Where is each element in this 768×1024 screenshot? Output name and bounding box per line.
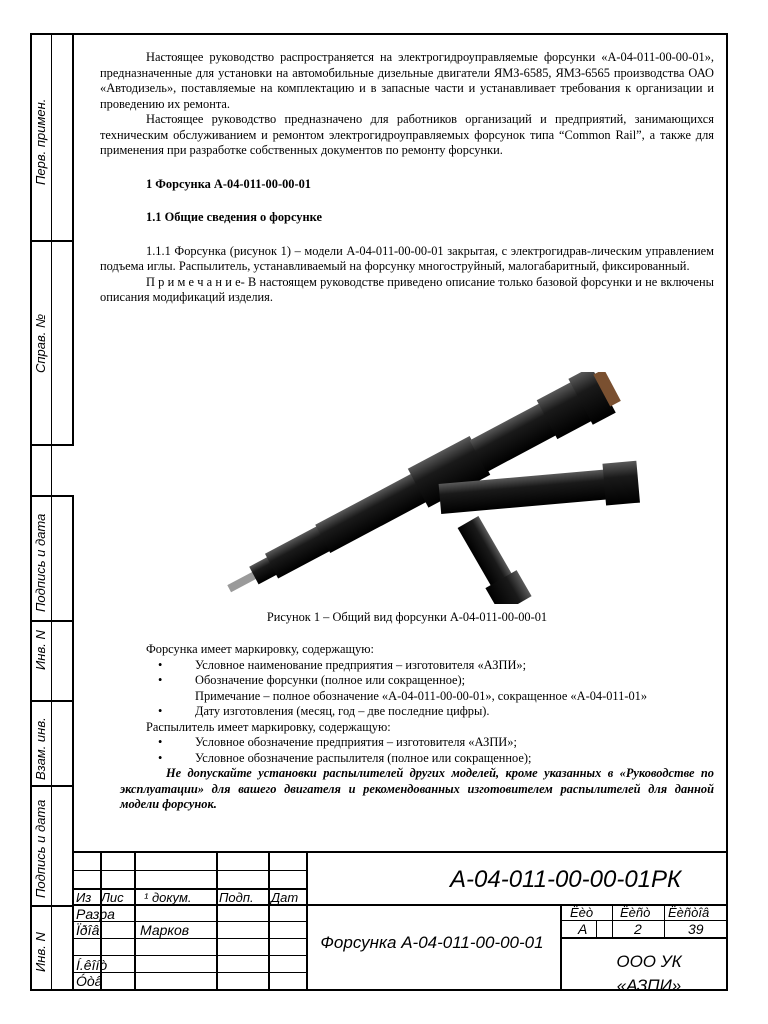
col-data: Дат [271, 890, 299, 905]
title-block-top [74, 851, 728, 853]
divider [30, 620, 74, 622]
divider [30, 240, 74, 242]
marking-list [100, 658, 714, 689]
side-label-inv-n-2: Инв. N [33, 932, 48, 972]
injector-figure [200, 372, 660, 604]
list-item: • Дату изготовления (месяц, год – две последние цифры). [100, 704, 714, 720]
divider [30, 495, 74, 497]
heading-section-1-1: 1.1 Общие сведения о форсунке [146, 210, 322, 224]
sprayer-list [100, 735, 714, 766]
col-ndoc: ¹ докум. [144, 890, 192, 905]
side-stamp-column-upper [52, 33, 74, 444]
document-code: А-04-011-00-00-01РК [450, 866, 682, 893]
divider [30, 700, 74, 702]
row-prov: Ïðîâ [76, 922, 100, 938]
side-stamp-column-lower [52, 495, 74, 991]
document-body [100, 50, 714, 306]
lit-header: Ëèò [570, 905, 594, 920]
prov-name: Марков [140, 922, 190, 938]
paragraph-note [100, 275, 714, 306]
side-label-podpis-data-2: Подпись и дата [33, 799, 48, 898]
list-item: • Условное обозначение распылителя (полное или сокращенное); [100, 751, 714, 767]
listov-header: Ëèñòîâ [668, 905, 710, 920]
lit-value: А [578, 921, 588, 937]
tb-col [664, 904, 665, 937]
side-label-inv-n: Инв. N [33, 630, 48, 670]
side-label-podpis-data: Подпись и дата [33, 513, 48, 612]
marking-list-2 [100, 704, 714, 720]
divider [30, 785, 74, 787]
list-header: Ëèñò [620, 905, 651, 920]
row-nkontr: Í.êîíò [76, 957, 108, 973]
organization: ООО УК «АЗПИ» [616, 952, 682, 995]
col-podp: Подп. [219, 890, 254, 905]
listov-value: 39 [688, 921, 704, 937]
title-block-title: Форсунка А-04-011-00-00-01 [320, 933, 544, 952]
heading-section-1: 1 Форсунка А-04-011-00-00-01 [146, 176, 311, 191]
tb-col [596, 920, 597, 937]
paragraph-scope: Настоящее руководство распространяется на электрогидроуправляемые форсунки «А-04-011-00-00-01», предназначенные для установки на автомобильные дизельные двигатели ЯМЗ-6585, ЯМЗ-6565 производства ОАО «Автодизель», поставляемые на комплектацию и в запасные части и устанавливает требования к организации и проведению их ремонта. [100, 50, 714, 111]
row-utv: Óòâ [76, 973, 103, 989]
divider [30, 444, 74, 446]
tb-line [74, 972, 306, 973]
tb-col [216, 851, 218, 991]
tb-line [74, 870, 306, 871]
list-item: • Условное обозначение предприятия – изготовителя «АЗПИ»; [100, 735, 714, 751]
tb-line [560, 937, 728, 939]
figure-caption: Рисунок 1 – Общий вид форсунки А-04-011-00-00-01 [266, 610, 548, 624]
paragraph-1-1-1: 1.1.1 Форсунка (рисунок 1) – модели А-04-011-00-00-01 закрытая, с электрогидрав-лическим управлением подъема иглы. Распылитель, устанавливаемый на форсунку многоструйный, малогабаритный, фиксированный. [100, 243, 714, 273]
injector-illustration [200, 372, 660, 604]
list-item: • Обозначение форсунки (полное или сокращенное); [100, 673, 714, 689]
tb-line [74, 938, 306, 939]
warning-text: Не допускайте установки распылителей других моделей, кроме указанных в «Руководстве по эксплуатации» для вашего двигателя и рекомендованных изготовителем распылителей для данной модели форсунок. [120, 766, 714, 811]
list-value: 2 [634, 921, 642, 937]
paragraph-audience: Настоящее руководство предназначено для работников организаций и предприятий, занимающихся техническим обслуживанием и ремонтом электрогидроуправляемых форсунок типа “Common Rail”, а также для применения при разработке собственных документов по ремонту форсунки. [100, 112, 714, 157]
tb-col [560, 904, 562, 991]
note-text: В настоящем руководстве приведено описание только базовой форсунки и не включены описания модификаций изделия. [100, 274, 714, 304]
tb-col [306, 851, 308, 991]
tb-col [612, 904, 613, 937]
side-label-perv-primen: Перв. примен. [33, 98, 48, 185]
col-iz: Из [76, 890, 92, 905]
side-label-vzam-inv: Взам. инв. [33, 717, 48, 780]
marking-section [100, 642, 714, 813]
tb-col [268, 851, 270, 991]
marking-intro: Форсунка имеет маркировку, содержащую: [146, 642, 374, 656]
col-list: Лис [101, 890, 124, 905]
tb-col [134, 851, 136, 991]
row-razrab: Разра [76, 906, 115, 922]
divider [30, 905, 74, 907]
list-item: • Условное наименование предприятия – изготовителя «АЗПИ»; [100, 658, 714, 674]
tb-line [74, 955, 306, 956]
note-label: П р и м е ч а н и е- [146, 274, 245, 289]
sprayer-intro: Распылитель имеет маркировку, содержащую: [146, 719, 391, 734]
side-label-sprav-no: Справ. № [33, 313, 48, 373]
marking-note: Примечание – полное обозначение «А-04-011-00-00-01», сокращенное «А-04-011-01» [195, 688, 648, 703]
